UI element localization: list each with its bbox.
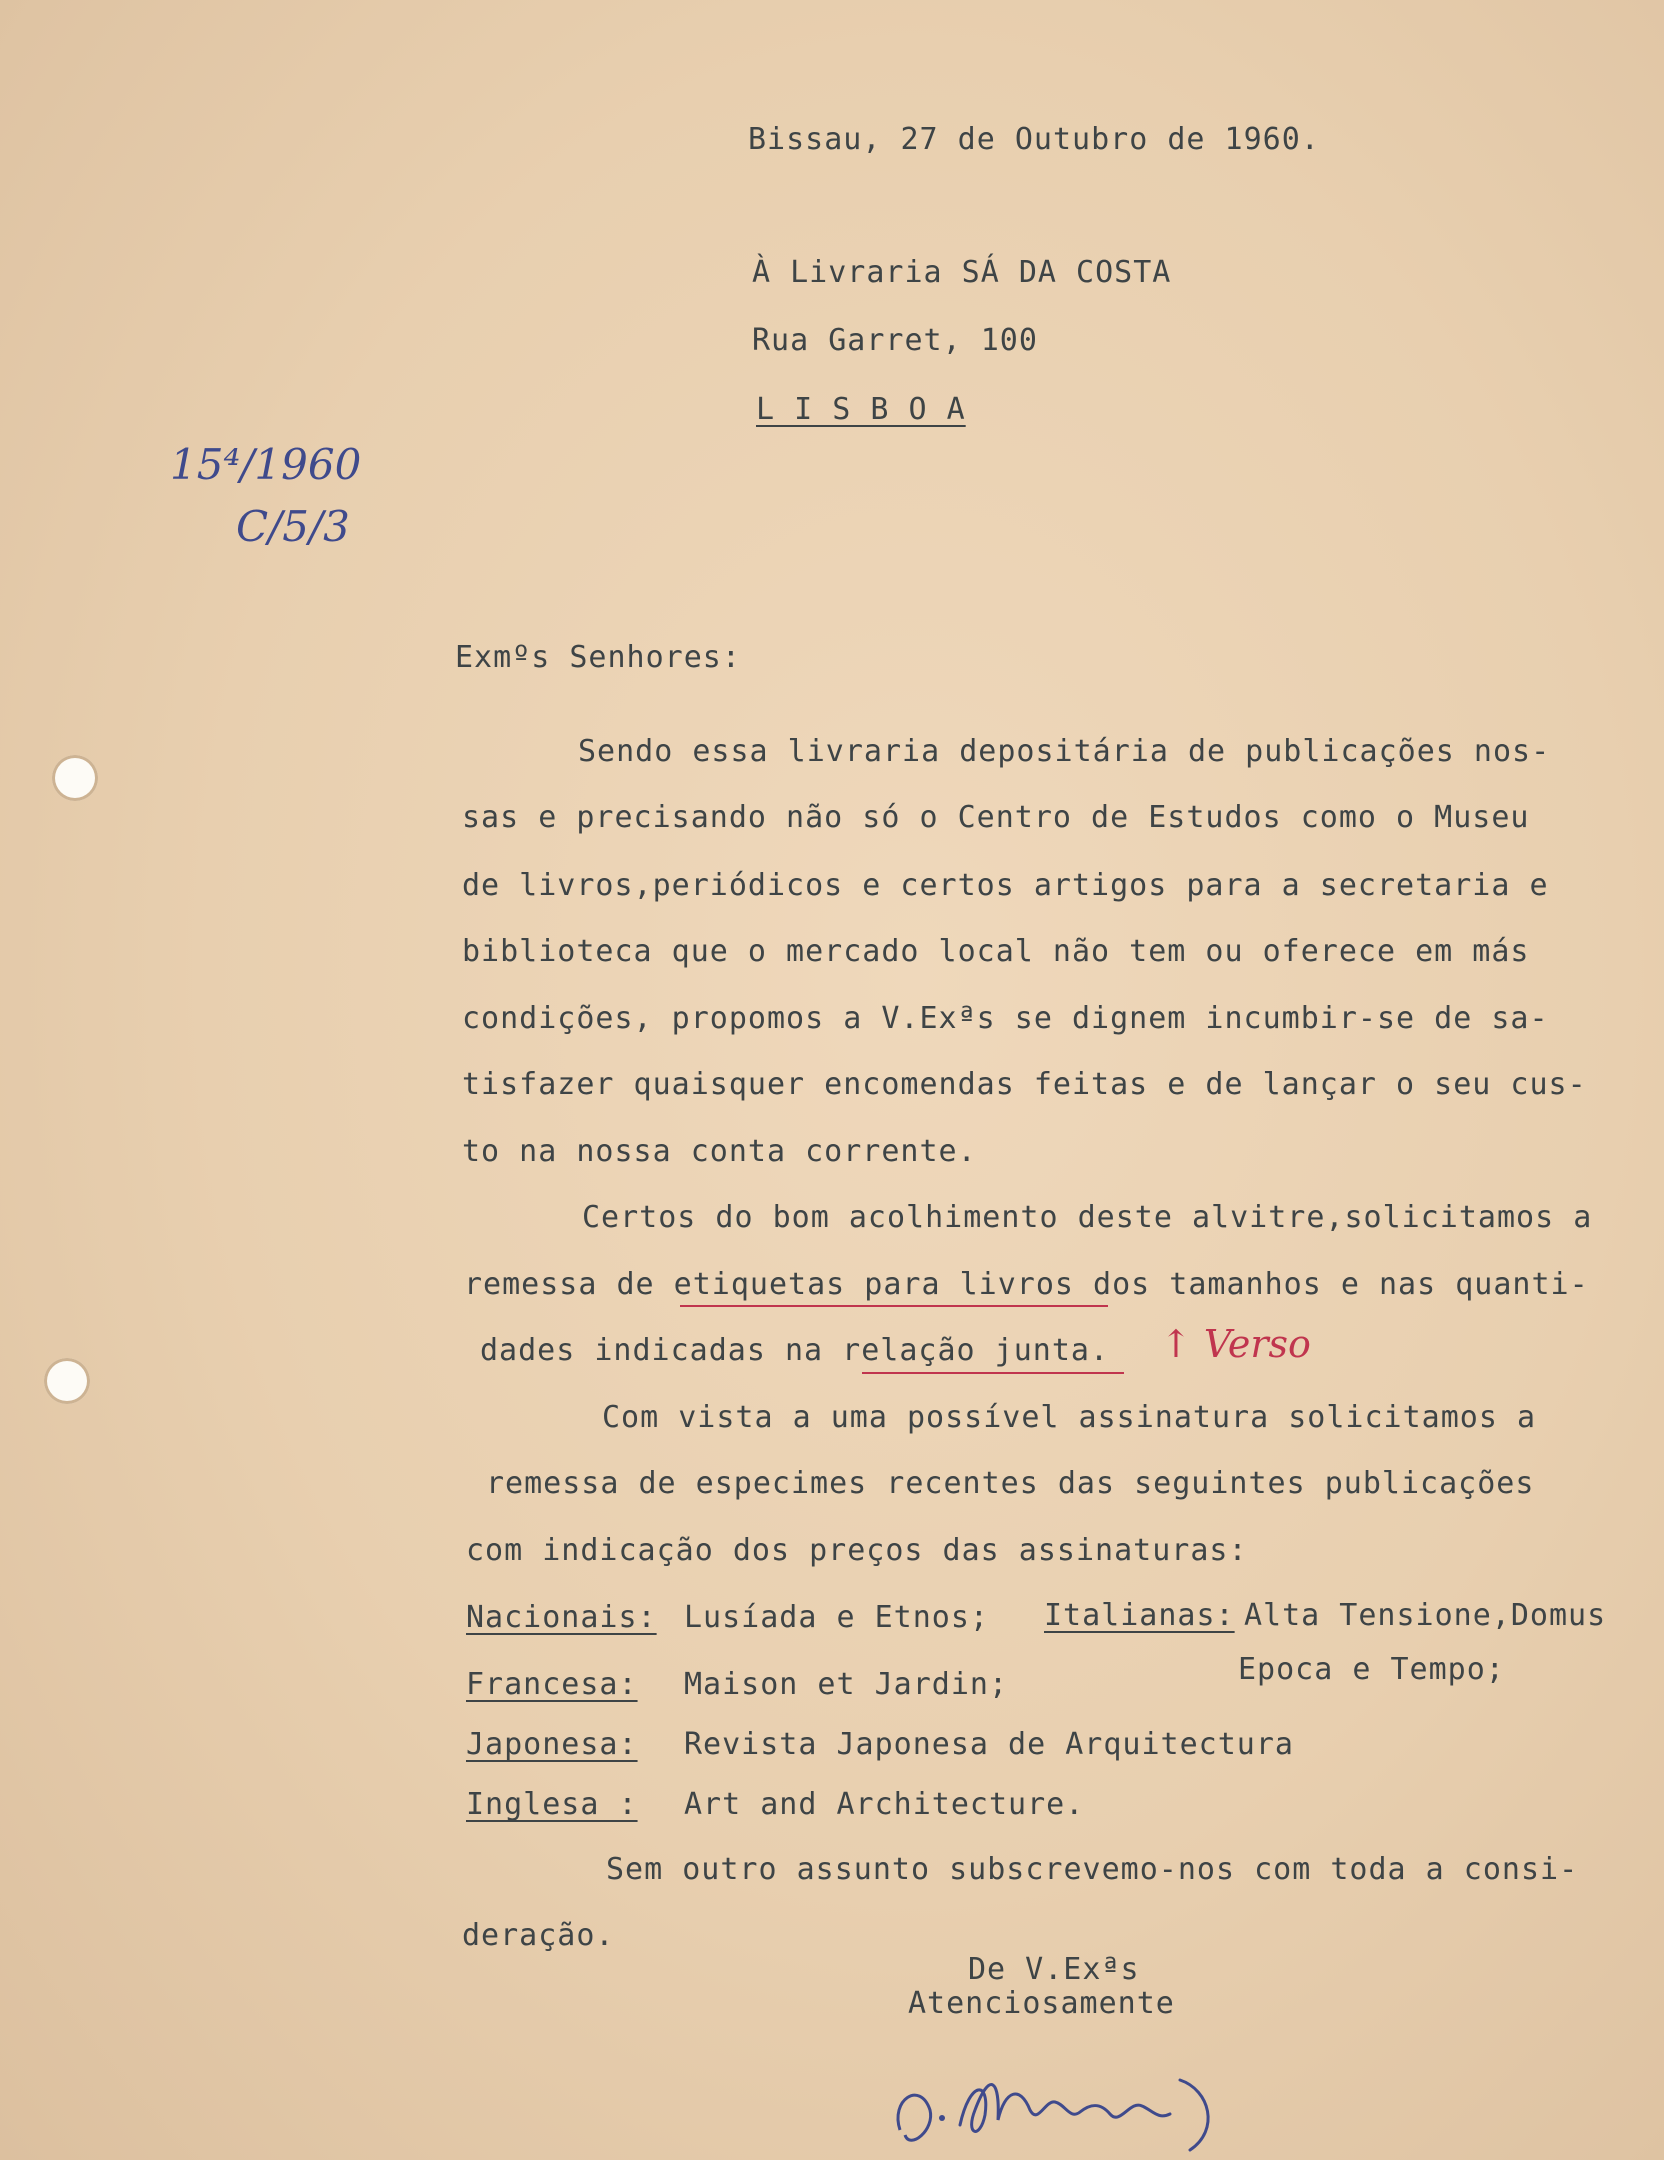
- body-line: tisfazer quaisquer encomendas feitas e de lançar o seu cus-: [462, 1067, 1587, 1102]
- titles-francesa: Maison et Jardin;: [684, 1667, 1009, 1702]
- signoff-line2: Atenciosamente: [908, 1986, 1175, 2021]
- body-line: Sendo essa livraria depositária de publicações nos-: [578, 734, 1551, 769]
- body-line: remessa de etiquetas para livros dos tamanhos e nas quanti-: [464, 1267, 1589, 1302]
- body-line: to na nossa conta corrente.: [462, 1134, 977, 1169]
- punch-hole-bottom: [44, 1358, 90, 1404]
- label-francesa: Francesa:: [466, 1667, 638, 1702]
- body-line: biblioteca que o mercado local não tem ou oferece em más: [462, 934, 1530, 969]
- red-underline-etiquetas: [680, 1305, 1108, 1307]
- body-line: com indicação dos preços das assinaturas:: [466, 1533, 1248, 1568]
- handwritten-signature: [880, 2040, 1320, 2160]
- signoff-line1: De V.Exªs: [968, 1952, 1140, 1987]
- reference-code: C/5/3: [236, 502, 350, 551]
- body-line: condições, propomos a V.Exªs se dignem incumbir-se de sa-: [462, 1001, 1549, 1036]
- body-line: Com vista a uma possível assinatura solicitamos a: [602, 1400, 1537, 1435]
- label-nacionais: Nacionais:: [466, 1600, 657, 1635]
- body-line: Certos do bom acolhimento deste alvitre,solicitamos a: [582, 1200, 1593, 1235]
- body-line: de livros,periódicos e certos artigos para a secretaria e: [462, 868, 1549, 903]
- label-italianas: Italianas:: [1044, 1598, 1235, 1633]
- body-line: dades indicadas na relação junta.: [480, 1333, 1110, 1368]
- titles-italianas-2: Epoca e Tempo;: [1238, 1652, 1505, 1687]
- reference-number: 15⁴/1960: [170, 440, 362, 489]
- closing-line: Sem outro assunto subscrevemo-nos com toda a consi-: [606, 1852, 1579, 1887]
- titles-japonesa: Revista Japonesa de Arquitectura: [684, 1727, 1294, 1762]
- body-line: sas e precisando não só o Centro de Estudos como o Museu: [462, 800, 1530, 835]
- body-line: remessa de especimes recentes das seguintes publicações: [486, 1466, 1535, 1501]
- city: L I S B O A: [756, 392, 966, 427]
- punch-hole-top: [52, 755, 98, 801]
- titles-inglesa: Art and Architecture.: [684, 1787, 1085, 1822]
- addressee: À Livraria SÁ DA COSTA: [752, 255, 1172, 290]
- closing-line: deração.: [462, 1918, 615, 1953]
- label-japonesa: Japonesa:: [466, 1727, 638, 1762]
- red-underline-relacao: [862, 1372, 1124, 1374]
- margin-note-verso: ↑ Verso: [1160, 1322, 1311, 1366]
- place-date: Bissau, 27 de Outubro de 1960.: [748, 122, 1320, 157]
- label-inglesa: Inglesa :: [466, 1787, 638, 1822]
- titles-italianas: Alta Tensione,Domus: [1244, 1598, 1607, 1633]
- street-address: Rua Garret, 100: [752, 323, 1038, 358]
- salutation: Exmºs Senhores:: [455, 640, 741, 675]
- titles-nacionais: Lusíada e Etnos;: [684, 1600, 989, 1635]
